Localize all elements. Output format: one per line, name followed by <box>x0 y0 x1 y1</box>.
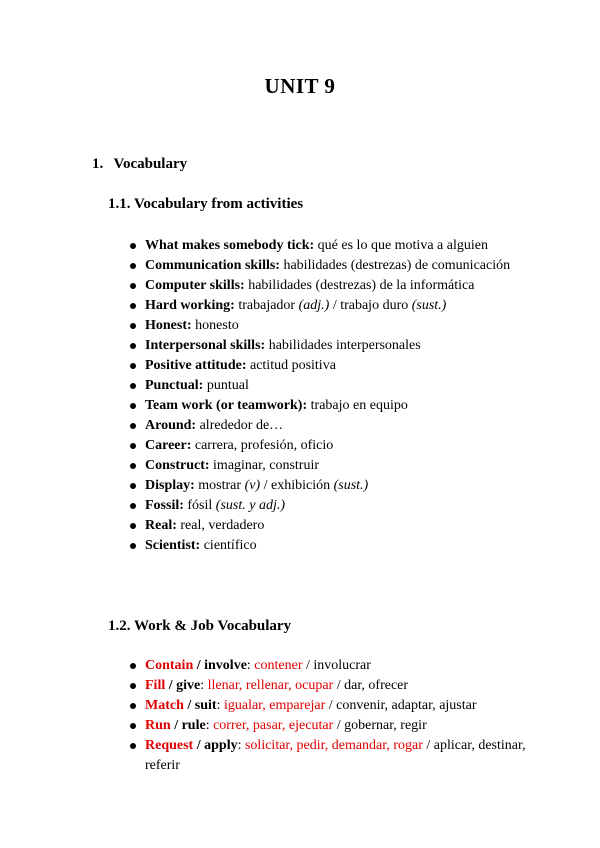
list-item <box>130 536 530 556</box>
list-item <box>130 296 530 316</box>
term: Hard working: <box>145 298 235 313</box>
definition: / convenir, adaptar, ajustar <box>325 698 477 713</box>
definition-highlight: igualar, emparejar <box>223 698 326 713</box>
term-highlight: Request <box>145 738 194 753</box>
term: Real: <box>145 518 177 533</box>
term: rule <box>181 718 206 733</box>
subsection-heading-activities: 1.1. Vocabulary from activities <box>108 196 304 212</box>
definition-highlight: contener <box>254 658 303 673</box>
colon: : <box>216 698 224 713</box>
definition: / trabajo duro <box>329 298 412 313</box>
list-item <box>130 376 530 396</box>
term: Scientist: <box>145 538 201 553</box>
definition: / involucrar <box>302 658 371 673</box>
term: Computer skills: <box>145 278 245 293</box>
list-item <box>130 256 530 276</box>
definition: honesto <box>191 318 239 333</box>
term: suit <box>194 698 217 713</box>
term: Team work (or teamwork): <box>145 398 308 413</box>
definition: habilidades (destrezas) de comunicación <box>279 258 511 273</box>
definition-highlight: llenar, rellenar, ocupar <box>207 678 334 693</box>
definition: imaginar, construir <box>209 458 320 473</box>
definition: mostrar <box>194 478 245 493</box>
list-item <box>130 276 530 296</box>
grammar-note: (sust.) <box>333 478 369 493</box>
colon: : <box>200 678 208 693</box>
definition: habilidades (destrezas) de la informática <box>244 278 475 293</box>
definition: / dar, ofrecer <box>333 678 409 693</box>
separator: / <box>170 718 182 733</box>
term: Construct: <box>145 458 210 473</box>
section-title: Vocabulary <box>113 156 188 172</box>
grammar-note: (v) <box>244 478 261 493</box>
term-highlight: Run <box>145 718 171 733</box>
definition: trabajador <box>234 298 299 313</box>
definition: real, verdadero <box>176 518 265 533</box>
definition: qué es lo que motiva a alguien <box>314 238 488 253</box>
list-item <box>130 656 530 676</box>
list-item <box>130 716 530 736</box>
subsection-heading-work-job: 1.2. Work & Job Vocabulary <box>108 618 292 634</box>
colon: : <box>237 738 245 753</box>
list-item <box>130 476 530 496</box>
term: Honest: <box>145 318 192 333</box>
list-item <box>130 516 530 536</box>
definition: actitud positiva <box>246 358 336 373</box>
list-item <box>130 396 530 416</box>
term: Communication skills: <box>145 258 280 273</box>
list-item <box>130 456 530 476</box>
separator: / <box>165 678 177 693</box>
definition: carrera, profesión, oficio <box>191 438 334 453</box>
definition: habilidades interpersonales <box>265 338 421 353</box>
list-item <box>130 676 530 696</box>
list-item <box>130 736 530 776</box>
definition: científico <box>200 538 257 553</box>
term: What makes somebody tick: <box>145 238 315 253</box>
list-item <box>130 416 530 436</box>
definition: / gobernar, regir <box>333 718 427 733</box>
term-highlight: Match <box>145 698 184 713</box>
definition: trabajo en equipo <box>307 398 408 413</box>
list-item <box>130 336 530 356</box>
term: Interpersonal skills: <box>145 338 266 353</box>
term: give <box>176 678 201 693</box>
grammar-note: (sust. y adj.) <box>215 498 285 513</box>
definition: fósil <box>183 498 216 513</box>
colon: : <box>205 718 214 733</box>
definition: / aplicar, destinar, referir <box>145 738 526 773</box>
term: Display: <box>145 478 195 493</box>
work-job-vocabulary-list <box>130 656 530 776</box>
definition: alrededor de… <box>196 418 284 433</box>
term: Around: <box>145 418 197 433</box>
term: Fossil: <box>145 498 184 513</box>
definition: / exhibición <box>260 478 334 493</box>
grammar-note: (adj.) <box>298 298 330 313</box>
definition: puntual <box>203 378 249 393</box>
term: involve <box>204 658 247 673</box>
term: Punctual: <box>145 378 204 393</box>
list-item <box>130 436 530 456</box>
term: apply <box>204 738 238 753</box>
separator: / <box>193 658 205 673</box>
list-item <box>130 236 530 256</box>
separator: / <box>193 738 205 753</box>
section-number: 1. <box>92 156 104 172</box>
separator: / <box>183 698 195 713</box>
grammar-note: (sust.) <box>411 298 447 313</box>
term-highlight: Contain <box>145 658 194 673</box>
list-item <box>130 696 530 716</box>
list-item <box>130 356 530 376</box>
page-title: UNIT 9 <box>264 74 336 98</box>
list-item <box>130 496 530 516</box>
section-heading-vocabulary <box>92 156 187 173</box>
vocabulary-activities-list <box>130 236 530 556</box>
term: Positive attitude: <box>145 358 247 373</box>
definition-highlight: solicitar, pedir, demandar, rogar <box>244 738 423 753</box>
list-item <box>130 316 530 336</box>
definition-highlight: correr, pasar, ejecutar <box>213 718 334 733</box>
term: Career: <box>145 438 192 453</box>
colon: : <box>246 658 255 673</box>
term-highlight: Fill <box>145 678 166 693</box>
